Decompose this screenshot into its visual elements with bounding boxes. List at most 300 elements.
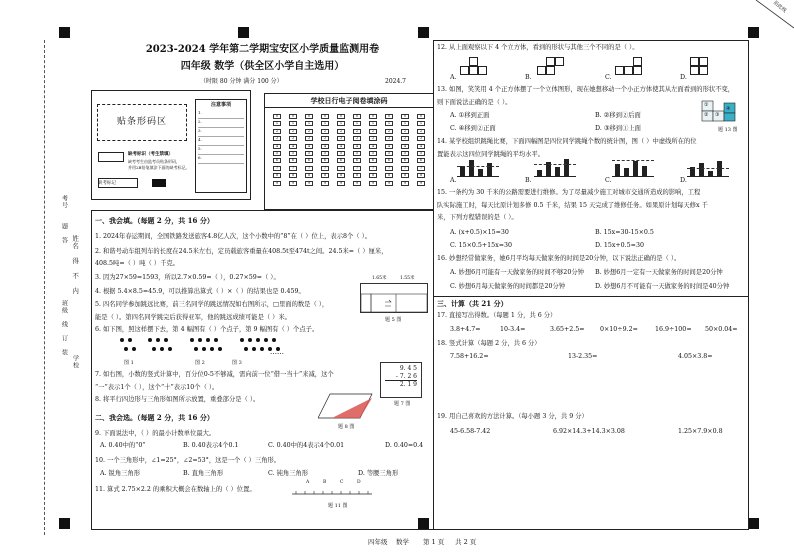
q13-option-a[interactable]: A. ①移到正面 — [450, 112, 490, 119]
omr-bubble[interactable]: 7 — [353, 166, 361, 171]
absent-label: 缺考标识（考生禁填） — [128, 152, 173, 157]
cube-figure — [624, 66, 633, 75]
question-14: 14. 某学校组织跳绳比赛，下面四幅图是四位同学跳绳个数的统计图，图（ ）中虚线所在的位 — [437, 138, 697, 145]
notice-box: 注意事项 1. 2. 3. 4. 5. 6. — [195, 99, 247, 193]
cube-figure — [478, 66, 487, 75]
registration-mark — [59, 518, 70, 529]
omr-bubble[interactable]: 9 — [353, 181, 361, 186]
fig11-caption: 题 11 图 — [328, 503, 348, 509]
omr-bubble[interactable]: 7 — [369, 166, 377, 171]
barcode-area — [97, 104, 187, 141]
omr-bubble[interactable]: 4 — [289, 144, 297, 149]
omr-bubble[interactable]: 2 — [353, 129, 361, 134]
figure-dot — [210, 347, 214, 351]
omr-column — [369, 114, 377, 188]
q10-option-a[interactable]: A. 锐角三角形 — [100, 470, 141, 477]
omr-bubble[interactable]: 6 — [417, 158, 425, 163]
omr-bubble[interactable]: 2 — [273, 129, 281, 134]
omr-bubble[interactable]: 0 — [321, 114, 329, 119]
question-17: 17. 直接写出得数。（每题 1 分，共 6 分） — [437, 312, 557, 319]
omr-bubble[interactable]: 8 — [273, 173, 281, 178]
omr-bubble[interactable]: 0 — [369, 114, 377, 119]
figure-dot — [260, 347, 264, 351]
figure-dot — [156, 338, 160, 342]
q9-option-c[interactable]: C. 0.40中的4表示4个0.01 — [268, 442, 345, 449]
omr-bubble[interactable]: 7 — [273, 166, 281, 171]
omr-bubble[interactable]: 4 — [369, 144, 377, 149]
q16-option-a[interactable]: A. 妙想6月可能有一天做家务的时间不够20分钟 — [450, 269, 584, 276]
omr-column — [321, 114, 329, 188]
question-10: 10. 一个三角形中，∠1=25°，∠2=53°，这是一个（ ）三角形。 — [95, 457, 281, 464]
figure-dot — [152, 347, 156, 351]
figure-dot — [160, 347, 164, 351]
chart-bar — [699, 163, 704, 176]
binding-text: 班级 线 订 装 — [60, 300, 68, 356]
omr-bubble[interactable]: 7 — [289, 166, 297, 171]
figure-dot — [248, 338, 252, 342]
question-13-cont: 则下面说法正确的是（ ）。 — [437, 99, 512, 106]
omr-bubble[interactable]: 1 — [337, 121, 345, 126]
omr-bubble[interactable]: 0 — [273, 114, 281, 119]
omr-bubble[interactable]: 1 — [305, 121, 313, 126]
cube-figure — [633, 57, 642, 66]
omr-bubble[interactable]: 8 — [289, 173, 297, 178]
omr-bubble[interactable]: 3 — [417, 136, 425, 141]
q14-option-b[interactable]: B. — [525, 177, 532, 184]
figure-dot — [252, 347, 256, 351]
omr-bubble[interactable]: 9 — [321, 181, 329, 186]
question-15: 15. 一条约为 30 千米的公路需要进行维修。为了尽量减少施工对城市交通所造成的影响，工程 — [437, 189, 701, 196]
chart-baseline — [612, 176, 654, 177]
cube-figure — [460, 66, 469, 75]
omr-bubble[interactable]: 0 — [417, 114, 425, 119]
figure-8-parallelogram — [318, 392, 373, 420]
question-8: 8. 将平行四边形与三角形如图所示放置，重叠部分是（ ）。 — [95, 396, 260, 403]
q9-option-a[interactable]: A. 0.40中的“0” — [100, 442, 146, 449]
omr-bubble[interactable]: 5 — [369, 151, 377, 156]
notice-title: 注意事项 — [210, 102, 231, 108]
cube-figure — [469, 66, 478, 75]
exam-date: 2024.7 — [385, 78, 406, 85]
chart-baseline — [687, 176, 729, 177]
chart-bar — [469, 160, 474, 176]
question-16: 16. 妙想经常做家务，她6月平均每天做家务的时间是20分钟，以下说法正确的是（ ）。 — [437, 255, 681, 262]
cube-label-1: ① — [704, 102, 709, 108]
omr-bubble[interactable]: 4 — [273, 144, 281, 149]
q18-item: 4.05×3.8= — [678, 353, 713, 360]
fig5-label: 1.65米 — [372, 276, 387, 281]
chart-bar — [615, 164, 620, 176]
corner-label: 沿此线 — [771, 0, 788, 15]
absent-mark-box[interactable] — [98, 178, 138, 188]
omr-bubble[interactable]: 3 — [289, 136, 297, 141]
omr-bubble[interactable]: 9 — [273, 181, 281, 186]
omr-bubble[interactable]: 8 — [385, 173, 393, 178]
figure-dot — [206, 338, 210, 342]
figure-dot — [190, 338, 194, 342]
omr-column — [337, 114, 345, 188]
registration-mark — [59, 27, 70, 38]
question-15-cont: 队实际施工时，每天比原计划多修 0.5 千米，结果 15 天完成了维修任务。如果原计划每天修x 千 — [437, 202, 708, 209]
cube-figure — [615, 66, 624, 75]
omr-bubble[interactable]: 3 — [321, 136, 329, 141]
cube-figure — [690, 66, 699, 75]
figure-dot — [218, 347, 222, 351]
omr-bubble[interactable]: 5 — [385, 151, 393, 156]
average-dashed-line — [612, 160, 654, 161]
barcode-label: 贴条形码区 — [116, 117, 167, 127]
omr-bubble[interactable]: 9 — [417, 181, 425, 186]
omr-bubble[interactable]: 9 — [289, 181, 297, 186]
cube-figure — [633, 66, 642, 75]
figure-dot — [120, 338, 124, 342]
q10-option-b[interactable]: B. 直角三角形 — [183, 470, 224, 477]
q15-option-a[interactable]: A. (x+0.5)×15=30 — [450, 229, 509, 236]
binding-text: 考号 题 答 — [60, 195, 68, 244]
cube-figure — [699, 57, 708, 66]
omr-bubble[interactable]: 1 — [289, 121, 297, 126]
cube-figure — [469, 57, 478, 66]
omr-column — [401, 114, 409, 188]
q15-option-d[interactable]: D. 15x+0.5=30 — [595, 242, 644, 249]
fig6-ellipsis: …… — [270, 348, 284, 356]
footer-page: 第 1 页 — [423, 538, 445, 546]
figure-dot — [194, 347, 198, 351]
q17-item: 16.9÷100= — [655, 326, 692, 333]
omr-bubble[interactable]: 2 — [401, 129, 409, 134]
average-dashed-line — [534, 164, 576, 165]
q9-option-d[interactable]: D. 0.40=0.4 — [385, 442, 424, 449]
q10-option-d[interactable]: D. 等腰三角形 — [358, 470, 399, 477]
cube-figure — [537, 66, 546, 75]
fig13-caption: 题 13 图 — [718, 127, 738, 133]
omr-bubble[interactable]: 3 — [337, 136, 345, 141]
omr-bubble[interactable]: 0 — [353, 114, 361, 119]
q13-option-d[interactable]: D. ③移到①上面 — [595, 125, 641, 132]
omr-bubble[interactable]: 8 — [401, 173, 409, 178]
question-5: 5. 四名同学参加跳远比赛，前三名同学的跳远情况如右图所示，□里面的数是（ ）， — [95, 301, 329, 308]
q16-option-d[interactable]: D. 妙想6月不可能有一天做家务的时间是40分钟 — [595, 283, 730, 290]
omr-bubble[interactable]: 3 — [385, 136, 393, 141]
q9-option-b[interactable]: B. 0.40表示4个0.1 — [183, 442, 239, 449]
figure-dot — [240, 338, 244, 342]
footer-grade: 四年级 — [368, 538, 388, 546]
figure-dot — [214, 338, 218, 342]
omr-bubble[interactable]: 5 — [353, 151, 361, 156]
cube-figure — [546, 66, 555, 75]
question-12: 12. 从上面观察以下 4 个立方体，看到的形状与其他三个不同的是（ ）。 — [437, 44, 639, 51]
q12-option-b[interactable]: B. — [525, 74, 532, 81]
omr-bubble[interactable]: 9 — [369, 181, 377, 186]
omr-bubble[interactable]: 4 — [353, 144, 361, 149]
omr-column — [353, 114, 361, 188]
figure-dot — [128, 338, 132, 342]
question-13: 13. 如图，笑笑用 4 个正方体摆了一个立体图形，现在她想移动一个小正方体使其从左面看到的形状不变， — [437, 86, 735, 93]
omr-bubble[interactable]: 8 — [321, 173, 329, 178]
omr-bubble[interactable]: 5 — [273, 151, 281, 156]
omr-bubble[interactable]: 7 — [401, 166, 409, 171]
chart-bar — [633, 161, 638, 176]
chart-bar — [478, 169, 483, 176]
omr-bubble[interactable]: 1 — [369, 121, 377, 126]
omr-bubble[interactable]: 1 — [353, 121, 361, 126]
chart-bar — [642, 166, 647, 176]
omr-column — [417, 114, 425, 188]
omr-panel — [264, 93, 434, 210]
figure-dot — [202, 347, 206, 351]
omr-bubble[interactable]: 9 — [305, 181, 313, 186]
figure-11-number-line — [290, 480, 375, 502]
figure-dot — [124, 347, 128, 351]
omr-bubble[interactable]: 3 — [369, 136, 377, 141]
cube-figure — [555, 57, 564, 66]
cube-label-2: ② — [704, 112, 709, 118]
omr-bubble[interactable]: 4 — [385, 144, 393, 149]
section3-title: 三、计算（共 21 分） — [437, 299, 508, 308]
registration-mark — [238, 27, 249, 38]
absent-desc: 缺考考生由监考员贴条形码， — [128, 159, 180, 164]
q12-option-a[interactable]: A. — [450, 74, 457, 81]
figure-dot — [168, 347, 172, 351]
omr-bubble[interactable]: 0 — [401, 114, 409, 119]
q13-option-c[interactable]: C. ④移到②正面 — [450, 125, 496, 132]
q15-option-c[interactable]: C. 15×0.5+15x=30 — [450, 242, 513, 249]
omr-bubble[interactable]: 1 — [321, 121, 329, 126]
omr-bubble[interactable]: 5 — [337, 151, 345, 156]
omr-bubble[interactable]: 7 — [337, 166, 345, 171]
question-5-cont: 能是（ ）。第四名同学跳完后获得亚军，他的跳远成绩可能是（ ）米。 — [95, 314, 292, 321]
figure-dot — [256, 338, 260, 342]
section2-title: 二、我会选。（每题 2 分，共 16 分） — [95, 413, 214, 422]
fig5-caption: 题 5 图 — [385, 317, 402, 323]
fig5-label: 1.55米 — [400, 276, 415, 281]
question-19: 19. 用自己喜欢的方法计算。（每小题 3 分，共 9 分） — [437, 413, 588, 420]
q15-option-b[interactable]: B. 15x=30-15×0.5 — [595, 229, 654, 236]
omr-bubble[interactable]: 1 — [417, 121, 425, 126]
footer-subject: 数学 — [396, 538, 409, 546]
omr-bubble[interactable]: 7 — [385, 166, 393, 171]
q17-item: 10-3.4= — [500, 326, 526, 333]
question-1: 1. 2024年春运期间，全国铁路发送旅客4.8亿人次，这个小数中的“8”在（ ）位上，表示8个（ ）。 — [95, 233, 372, 240]
omr-bubble[interactable]: 6 — [353, 158, 361, 163]
question-4: 4. 根据 5.4×8.5=45.9，可以推算出算式（ ）×（ ）的结果也是 0.459。 — [95, 288, 305, 295]
omr-bubble[interactable]: 1 — [273, 121, 281, 126]
question-3: 3. 因为27×59=1593，所以2.7×0.59=（ ），0.27×59=（ ）。 — [95, 274, 280, 281]
omr-column — [273, 114, 281, 188]
q16-option-c[interactable]: C. 妙想6月每天做家务的时间都是20分钟 — [450, 283, 566, 290]
chart-bar — [555, 167, 560, 176]
section1-title: 一、我会填。（每题 2 分，共 16 分） — [95, 216, 214, 225]
omr-bubble[interactable]: 9 — [401, 181, 409, 186]
question-7: 7. 如右图，小数的竖式计算中，百分位0-5不够减，需向前一位“借一当十”来减，这个 — [95, 371, 334, 378]
omr-bubble[interactable]: 7 — [321, 166, 329, 171]
q19-item: 45-6.58-7.42 — [450, 428, 491, 435]
question-18: 18. 竖式计算（每题 2 分，共 6 分） — [437, 340, 541, 347]
exam-subtitle: 四年级 数学（供全区小学自主选用） — [180, 61, 345, 72]
omr-bubble[interactable]: 5 — [417, 151, 425, 156]
omr-bubble[interactable]: 2 — [417, 129, 425, 134]
fig7-caption: 题 7 图 — [394, 401, 411, 407]
omr-bubble[interactable]: 0 — [385, 114, 393, 119]
binding-text: 姓名 得 不 内 — [71, 235, 80, 295]
figure-dot — [244, 347, 248, 351]
omr-bubble[interactable]: 3 — [305, 136, 313, 141]
omr-bubble[interactable]: 4 — [417, 144, 425, 149]
q18-item: 13-2.35= — [568, 353, 598, 360]
omr-bubble[interactable]: 8 — [353, 173, 361, 178]
exam-title: 2023-2024 学年第二学期宝安区小学质量监测用卷 — [145, 44, 380, 55]
question-2: 2. 和谐号动车组列车的长度在24.5米左右，定员载旅客重量在408.5t至474t之间。24.5米=（ ）厘米， — [95, 248, 388, 255]
q10-option-c[interactable]: C. 钝角三角形 — [268, 470, 309, 477]
omr-bubble[interactable]: 3 — [353, 136, 361, 141]
omr-bubble[interactable]: 2 — [369, 129, 377, 134]
figure-dot — [198, 338, 202, 342]
omr-bubble[interactable]: 2 — [289, 129, 297, 134]
chart-bar — [487, 163, 492, 176]
omr-bubble[interactable]: 2 — [385, 129, 393, 134]
cube-label-3: ③ — [715, 112, 720, 118]
omr-bubble[interactable]: 7 — [417, 166, 425, 171]
omr-bubble[interactable]: 0 — [305, 114, 313, 119]
q19-item: 6.92×14.3+14.3×3.08 — [553, 428, 625, 435]
q12-option-d[interactable]: D. — [680, 74, 687, 81]
absent-desc: 并用2B铅笔填涂下面的缺考标记。 — [128, 165, 190, 170]
absent-mark-fill[interactable] — [152, 179, 166, 187]
axis-label-d: D — [357, 480, 361, 485]
question-7-cont: “一”表示1个（ ），这个“十”表示10个（ ）。 — [95, 384, 219, 391]
fig6-label: 图 1 — [124, 360, 134, 366]
q17-item: 0×10÷9.2= — [600, 326, 638, 333]
q14-option-c[interactable]: C. — [605, 177, 612, 184]
omr-column — [305, 114, 313, 188]
figure-5 — [360, 283, 428, 313]
omr-bubble[interactable]: 2 — [321, 129, 329, 134]
omr-bubble[interactable]: 8 — [369, 173, 377, 178]
fig6-label: 图 3 — [232, 360, 242, 366]
q12-option-c[interactable]: C. — [605, 74, 612, 81]
figure-dot — [164, 338, 168, 342]
binding-dashed-line — [44, 40, 45, 535]
omr-bubble[interactable]: 3 — [401, 136, 409, 141]
omr-title: 学校日行电子阅卷填涂码 — [265, 94, 433, 108]
omr-bubble[interactable]: 1 — [401, 121, 409, 126]
registration-mark — [748, 518, 759, 529]
q17-item: 3.65+2.5= — [550, 326, 585, 333]
q19-item: 1.25×7.9×0.8 — [678, 428, 723, 435]
question-6: 6. 如下图，照这样摆下去，第 4 幅图有（ ）个点子，第 9 幅图有（ ）个点子。 — [95, 326, 319, 333]
figure-dot — [272, 338, 276, 342]
q16-option-b[interactable]: B. 妙想6月一定有一天做家务的时间是20分钟 — [595, 269, 723, 276]
omr-bubble[interactable]: 5 — [305, 151, 313, 156]
omr-bubble[interactable]: 7 — [305, 166, 313, 171]
omr-bubble[interactable]: 6 — [369, 158, 377, 163]
omr-bubble[interactable]: 3 — [273, 136, 281, 141]
question-15-cont: 米，下列方程错误的是（ ）。 — [437, 214, 518, 221]
omr-bubble[interactable]: 4 — [401, 144, 409, 149]
omr-bubble[interactable]: 4 — [337, 144, 345, 149]
time-note: （时限 80 分钟 满分 100 分） — [200, 78, 283, 85]
chart-baseline — [457, 176, 499, 177]
q17-item: 3.8+4.7= — [450, 326, 481, 333]
question-2-cont: 408.5吨=（ ）吨（ ）千克。 — [95, 260, 179, 267]
omr-bubble[interactable]: 6 — [273, 158, 281, 163]
omr-bubble[interactable]: 5 — [289, 151, 297, 156]
omr-bubble[interactable]: 4 — [321, 144, 329, 149]
omr-bubble[interactable]: 2 — [337, 129, 345, 134]
figure-dot — [264, 338, 268, 342]
figure-13-cubes — [700, 93, 746, 125]
q14-option-a[interactable]: A. — [450, 177, 457, 184]
omr-bubble[interactable]: 1 — [385, 121, 393, 126]
average-dashed-line — [457, 166, 499, 167]
question-14-cont: 置能表示这四位同学跳绳的平均水平。 — [437, 151, 545, 158]
long-jump-diagram — [361, 284, 429, 314]
cube-label-4: ④ — [726, 106, 731, 112]
omr-bubble[interactable]: 5 — [321, 151, 329, 156]
omr-grid — [265, 108, 433, 208]
omr-column — [385, 114, 393, 188]
q17-item: 50×0.04= — [705, 326, 738, 333]
cube-figure — [690, 57, 699, 66]
omr-column — [289, 114, 297, 188]
omr-bubble[interactable]: 6 — [305, 158, 313, 163]
divider — [433, 296, 749, 297]
figure-6-dots — [120, 336, 320, 366]
figure-dot — [148, 338, 152, 342]
binding-text: 学校 — [71, 355, 79, 369]
omr-bubble[interactable]: 8 — [337, 173, 345, 178]
registration-mark — [418, 27, 429, 38]
axis-label-c: C — [340, 480, 344, 485]
question-9: 9. 下面说法中，（ ）的最小计数单位最大。 — [95, 430, 216, 437]
figure-dot — [132, 347, 136, 351]
fig8-caption: 题 8 图 — [338, 424, 355, 430]
omr-bubble[interactable]: 5 — [401, 151, 409, 156]
absent-mark-label: 缺考标记 — [98, 181, 116, 186]
omr-bubble[interactable]: 9 — [385, 181, 393, 186]
omr-bubble[interactable]: 0 — [289, 114, 297, 119]
chart-baseline — [534, 176, 576, 177]
chart-bar — [460, 166, 465, 176]
figure-7: 9. 4 5 - 7. 2 6 2. 1 9 — [380, 362, 422, 398]
axis-label-b: B — [323, 480, 327, 485]
cube-figure — [546, 57, 555, 66]
average-dashed-line — [687, 168, 729, 169]
absent-sample-box — [98, 152, 124, 162]
cube-figure — [699, 66, 708, 75]
omr-bubble[interactable]: 8 — [305, 173, 313, 178]
omr-bubble[interactable]: 8 — [417, 173, 425, 178]
q13-option-b[interactable]: B. ②移到②后面 — [595, 112, 641, 119]
chart-bar — [624, 168, 629, 176]
omr-bubble[interactable]: 6 — [289, 158, 297, 163]
omr-bubble[interactable]: 0 — [337, 114, 345, 119]
q18-item: 7.58+16.2= — [450, 353, 489, 360]
omr-bubble[interactable]: 4 — [305, 144, 313, 149]
omr-bubble[interactable]: 6 — [337, 158, 345, 163]
omr-bubble[interactable]: 6 — [321, 158, 329, 163]
fig6-label: 图 2 — [195, 360, 205, 366]
omr-bubble[interactable]: 6 — [401, 158, 409, 163]
omr-bubble[interactable]: 6 — [385, 158, 393, 163]
question-11: 11. 算式 2.75×2.2 的乘积大概会在数轴上的（ ）位置。 — [95, 486, 256, 493]
q14-option-d[interactable]: D. — [680, 177, 687, 184]
omr-bubble[interactable]: 9 — [337, 181, 345, 186]
footer-total: 共 2 页 — [455, 538, 477, 546]
omr-bubble[interactable]: 2 — [305, 129, 313, 134]
chart-bar — [564, 159, 569, 176]
axis-label-a: A — [306, 480, 310, 485]
